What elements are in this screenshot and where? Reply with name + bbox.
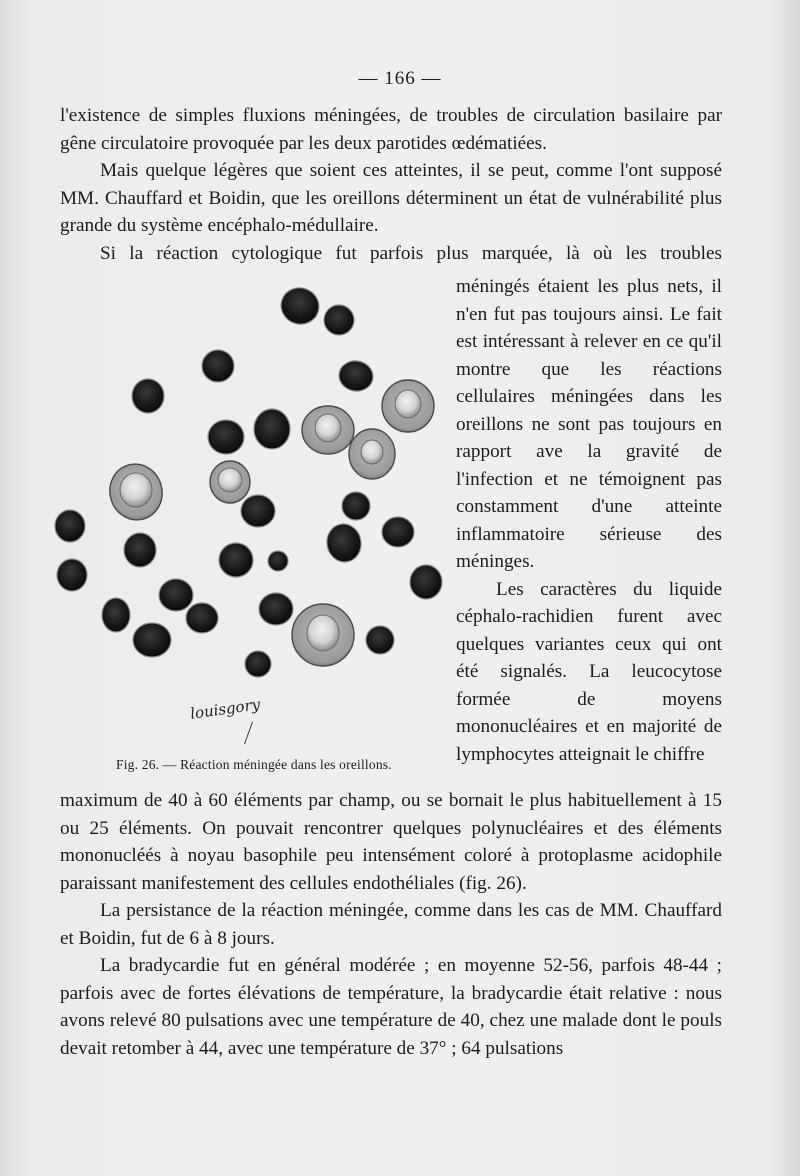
signature-stroke: [222, 722, 253, 744]
lymphocyte: [124, 533, 156, 567]
figure-caption: Fig. 26. — Réaction méningée dans les oreillons.: [116, 757, 392, 772]
lymphocyte: [241, 495, 275, 527]
endothelial-cell: [382, 380, 434, 432]
lymphocyte: [259, 593, 293, 625]
paragraph: méningés étaient les plus nets, il n'en fut pas toujours ainsi. Le fait est intéressant à relever en ce qu'il montre que les réactions cellulaires méningées dans les oreillons ne sont pas toujours en rapport ave la gravité de l'infection et ne témoignent pas constamment d'une atteinte inflammatoire sérieuse des méninges.: [456, 276, 722, 572]
lymphocyte: [132, 379, 164, 413]
lymphocyte: [133, 623, 171, 657]
lymphocyte: [410, 565, 442, 599]
endothelial-cell: [210, 461, 250, 503]
paragraph: maximum de 40 à 60 éléments par champ, ou se bornait le plus habituellement à 15 ou 25 éléments. On pouvait rencontrer quelques polynucléaires et des éléments mononucléés à noyau basophile peu intensément coloré à protoplasme acidophile paraissant manifestement des cellules endothéliales (fig. 26).: [60, 790, 722, 894]
lymphocyte: [208, 420, 244, 454]
side-text-block: [456, 273, 722, 768]
paragraph: La bradycardie fut en général modérée ; en moyenne 52-56, parfois 48-44 ; parfois avec de fortes élévations de température, la bradycardie était relative : nous avons relevé 80 pulsations avec une température de 40, chez une malade dont le pouls devait retomber à 44, avec une température de 37° ; 64 pulsations: [60, 955, 722, 1059]
top-text-block: [60, 102, 722, 267]
endothelial-cell: [302, 406, 354, 454]
lymphocyte: [186, 603, 218, 633]
cell-illustration: [40, 282, 450, 702]
endothelial-cell: [349, 429, 395, 479]
lymphocyte: [268, 551, 288, 571]
endothelial-cell: [292, 604, 354, 666]
lymphocyte: [245, 651, 271, 677]
lymphocyte: [324, 521, 364, 564]
lymphocyte: [337, 358, 376, 393]
paragraph: Les caractères du liquide céphalo-rachidien furent avec quelques variantes ceux qui ont été signalés. La leucocytose formée de moyens mononucléaires et en majorité de lymphocytes atteignait le chiffre: [456, 578, 722, 765]
lymphocyte: [55, 510, 85, 542]
lymphocyte: [57, 559, 87, 591]
lymphocyte: [219, 543, 253, 577]
paragraph: Si la réaction cytologique fut parfois plus marquée, là où les troubles: [100, 242, 722, 264]
lymphocyte: [382, 517, 414, 547]
paragraph: La persistance de la réaction méningée, comme dans les cas de MM. Chauffard et Boidin, fut de 6 à 8 jours.: [60, 900, 722, 949]
lymphocyte: [342, 492, 370, 520]
paragraph: l'existence de simples fluxions méningées, de troubles de circulation basilaire par gêne circulatoire provoquée par les deux parotides œdématiées.: [60, 105, 722, 154]
paragraph: Mais quelque légères que soient ces atteintes, il se peut, comme l'ont supposé MM. Chauffard et Boidin, que les oreillons déterminent un état de vulnérabilité plus grande du système encéphalo-médullaire.: [60, 160, 722, 236]
lymphocyte: [324, 305, 354, 335]
lymphocyte: [254, 409, 290, 449]
lymphocyte: [159, 579, 193, 611]
bottom-text-block: [60, 787, 722, 1062]
lymphocyte: [366, 626, 394, 654]
lymphocyte: [202, 350, 234, 382]
page-number: — 166 —: [358, 68, 442, 89]
lymphocyte: [102, 598, 130, 632]
endothelial-cell: [104, 458, 169, 526]
illustrator-signature: louisgory: [189, 695, 262, 723]
lymphocyte: [276, 283, 324, 330]
